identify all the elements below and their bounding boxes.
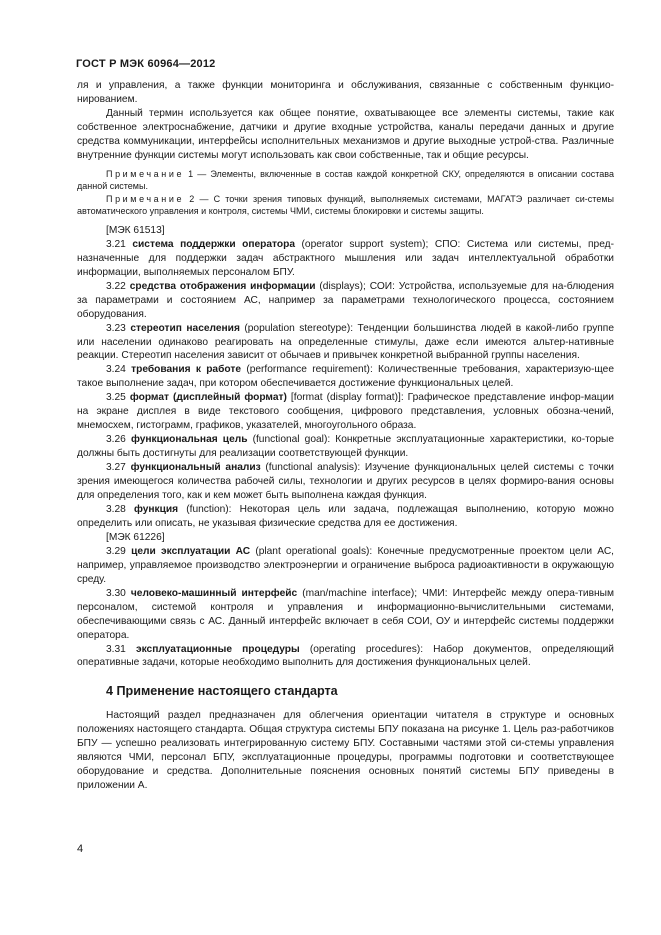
term-name: средства отображения информации	[129, 280, 316, 292]
paragraph: ля и управления, а также функции мониторинга и обслуживания, связанные с собственным функцио-нированием.	[77, 80, 614, 105]
term-number: 3.25	[106, 392, 126, 404]
term-number: 3.27	[106, 462, 126, 474]
term-number: 3.21	[106, 238, 126, 250]
section-heading: 4 Применение настоящего стандарта	[106, 684, 338, 699]
term-definition	[77, 238, 614, 280]
term-text: (operator support system); СПО: Система или системы, пред-назначенные для поддержки задач абстрактного мышления или задач интеллектуальной обработки информации, выполняемых персоналом БПУ.	[77, 238, 614, 278]
term-number: 3.28	[106, 503, 126, 515]
term-name: эксплуатационные процедуры	[135, 643, 300, 655]
term-number: 3.31	[106, 643, 126, 655]
note	[77, 169, 614, 193]
term-text: (functional analysis): Изучение функциональных целей системы с точки зрения имеющегося количества рабочей силы, технологии и других ресурсов в целях формиро-вания основы для определения того, как и кем может быть выполнена каждая функция.	[77, 462, 614, 502]
term-definition	[77, 587, 614, 643]
note-text: 1 — Элементы, включенные в состав каждой конкретной СКУ, определяются в описании состава данной системы.	[77, 168, 614, 191]
term-definition	[77, 433, 614, 461]
term-text: (performance requirement): Количественные требования, характеризую-щее такое выполнение задач, при котором обеспечивается достижение функциональных целей.	[77, 364, 614, 390]
term-definition	[77, 461, 614, 503]
term-number: 3.24	[106, 364, 126, 376]
paragraph: Данный термин используется как общее понятие, охватывающее все элементы системы, такие как собственное электроснабжение, датчики и другие входные устройства, каналы передачи данных и другие средства коммуникации, интерфейсы исполнительных механизмов и другие выходные устрой-ства. Различные внутренние функции системы могут использовать как свои собственные, так и общие ресурсы.	[77, 107, 614, 161]
term-text: (operating procedures): Набор документов, определяющий оперативные задачи, которые необходимо выполнить для достижения функциональных целей.	[77, 643, 614, 669]
term-number: 3.23	[106, 322, 126, 334]
term-text: (plant operational goals): Конечные предусмотренные проектом цели АС, например, управляемое производство электроэнергии и ограничение выброса радиоактивности в окружающую среду.	[77, 545, 615, 585]
term-name: функциональная цель	[130, 434, 248, 446]
term-text: (functional goal): Конкретные эксплуатационные характеристики, ко-торые должны быть достигнуты для реализации соответствующей функции.	[77, 434, 614, 460]
note-label: Примечание	[106, 194, 185, 205]
term-number: 3.22	[106, 280, 126, 292]
term-name: цели эксплуатации АС	[131, 545, 251, 557]
note	[77, 194, 614, 218]
term-number: 3.26	[106, 434, 126, 446]
term-name: функциональный анализ	[130, 462, 261, 474]
term-text: (displays); СОИ: Устройства, используемые для на-блюдения за параметрами и состоянием АС, например за параметрами технологического процесса, состоянием оборудования.	[77, 280, 614, 320]
paragraph: Настоящий раздел предназначен для облегчения ориентации читателя в структуре и основных положениях настоящего стандарта. Общая структура системы БПУ показана на рисунке 1. Цель раз-работчиков БПУ — успешно реализовать интегрированную систему БПУ. Составными частями этой си-стемы управления являются ЧМИ, персонал БПУ, эксплуатационные процедуры, программы подготовки и соответствующее оборудование и средства. Дополнительные пояснения основных понятий системы БПУ приведены в приложении А.	[77, 710, 614, 792]
term-text: (population stereotype): Тенденции большинства людей в какой-либо группе или населении одинаково реагировать на определенные стимулы, даже если имеются альтер-нативные реакции. Стереотип населения зависит от обычаев и привычек конкретной выбранной группы населения.	[77, 322, 614, 362]
note-label: Примечание	[106, 168, 185, 179]
term-definition	[77, 503, 614, 531]
term-definition	[77, 280, 614, 322]
term-name: функция	[133, 503, 179, 515]
term-name: стереотип населения	[130, 322, 240, 334]
term-name: человеко-машинный интерфейс	[130, 587, 298, 599]
page-number: 4	[77, 843, 84, 855]
standard-header: ГОСТ Р МЭК 60964—2012	[76, 58, 216, 70]
reference: [МЭК 61513]	[106, 224, 165, 236]
term-definition	[77, 322, 614, 364]
term-name: формат (дисплейный формат)	[129, 392, 287, 404]
note-text: 2 — С точки зрения типовых функций, выполняемых системами, МАГАТЭ различает си-стемы автоматического управления и контроля, системы ЧМИ, системы блокировки и системы защиты.	[77, 194, 614, 217]
term-text: (function): Некоторая цель или задача, подлежащая выполнению, которую можно определить или описать, не указывая физические средства для ее достижения.	[77, 503, 614, 529]
term-text: [format (display format)]: Графическое представление инфор-мации на экране дисплея в виде текстового сообщения, цифрового представления, условных обозна-чений, мнемосхем, гистограмм, графиков, указателей, многоугольного образа.	[77, 392, 614, 432]
term-number: 3.30	[106, 587, 126, 599]
term-name: требования к работе	[131, 364, 242, 376]
term-definition	[77, 545, 614, 587]
page-content	[77, 79, 614, 793]
term-number: 3.29	[106, 545, 126, 557]
reference: [МЭК 61226]	[106, 531, 165, 543]
term-name: система поддержки оператора	[132, 238, 295, 250]
term-text: (man/machine interface); ЧМИ: Интерфейс между опера-тивным персоналом, системой контроля и управления и информационно-вычислительными системами, обеспечивающими связь с АС. Данный интерфейс включает в себя СОИ, ОУ и интерфейс системы поддержки оператора.	[77, 587, 614, 641]
term-definition	[77, 643, 614, 671]
term-definition	[77, 391, 614, 433]
term-definition	[77, 363, 614, 391]
